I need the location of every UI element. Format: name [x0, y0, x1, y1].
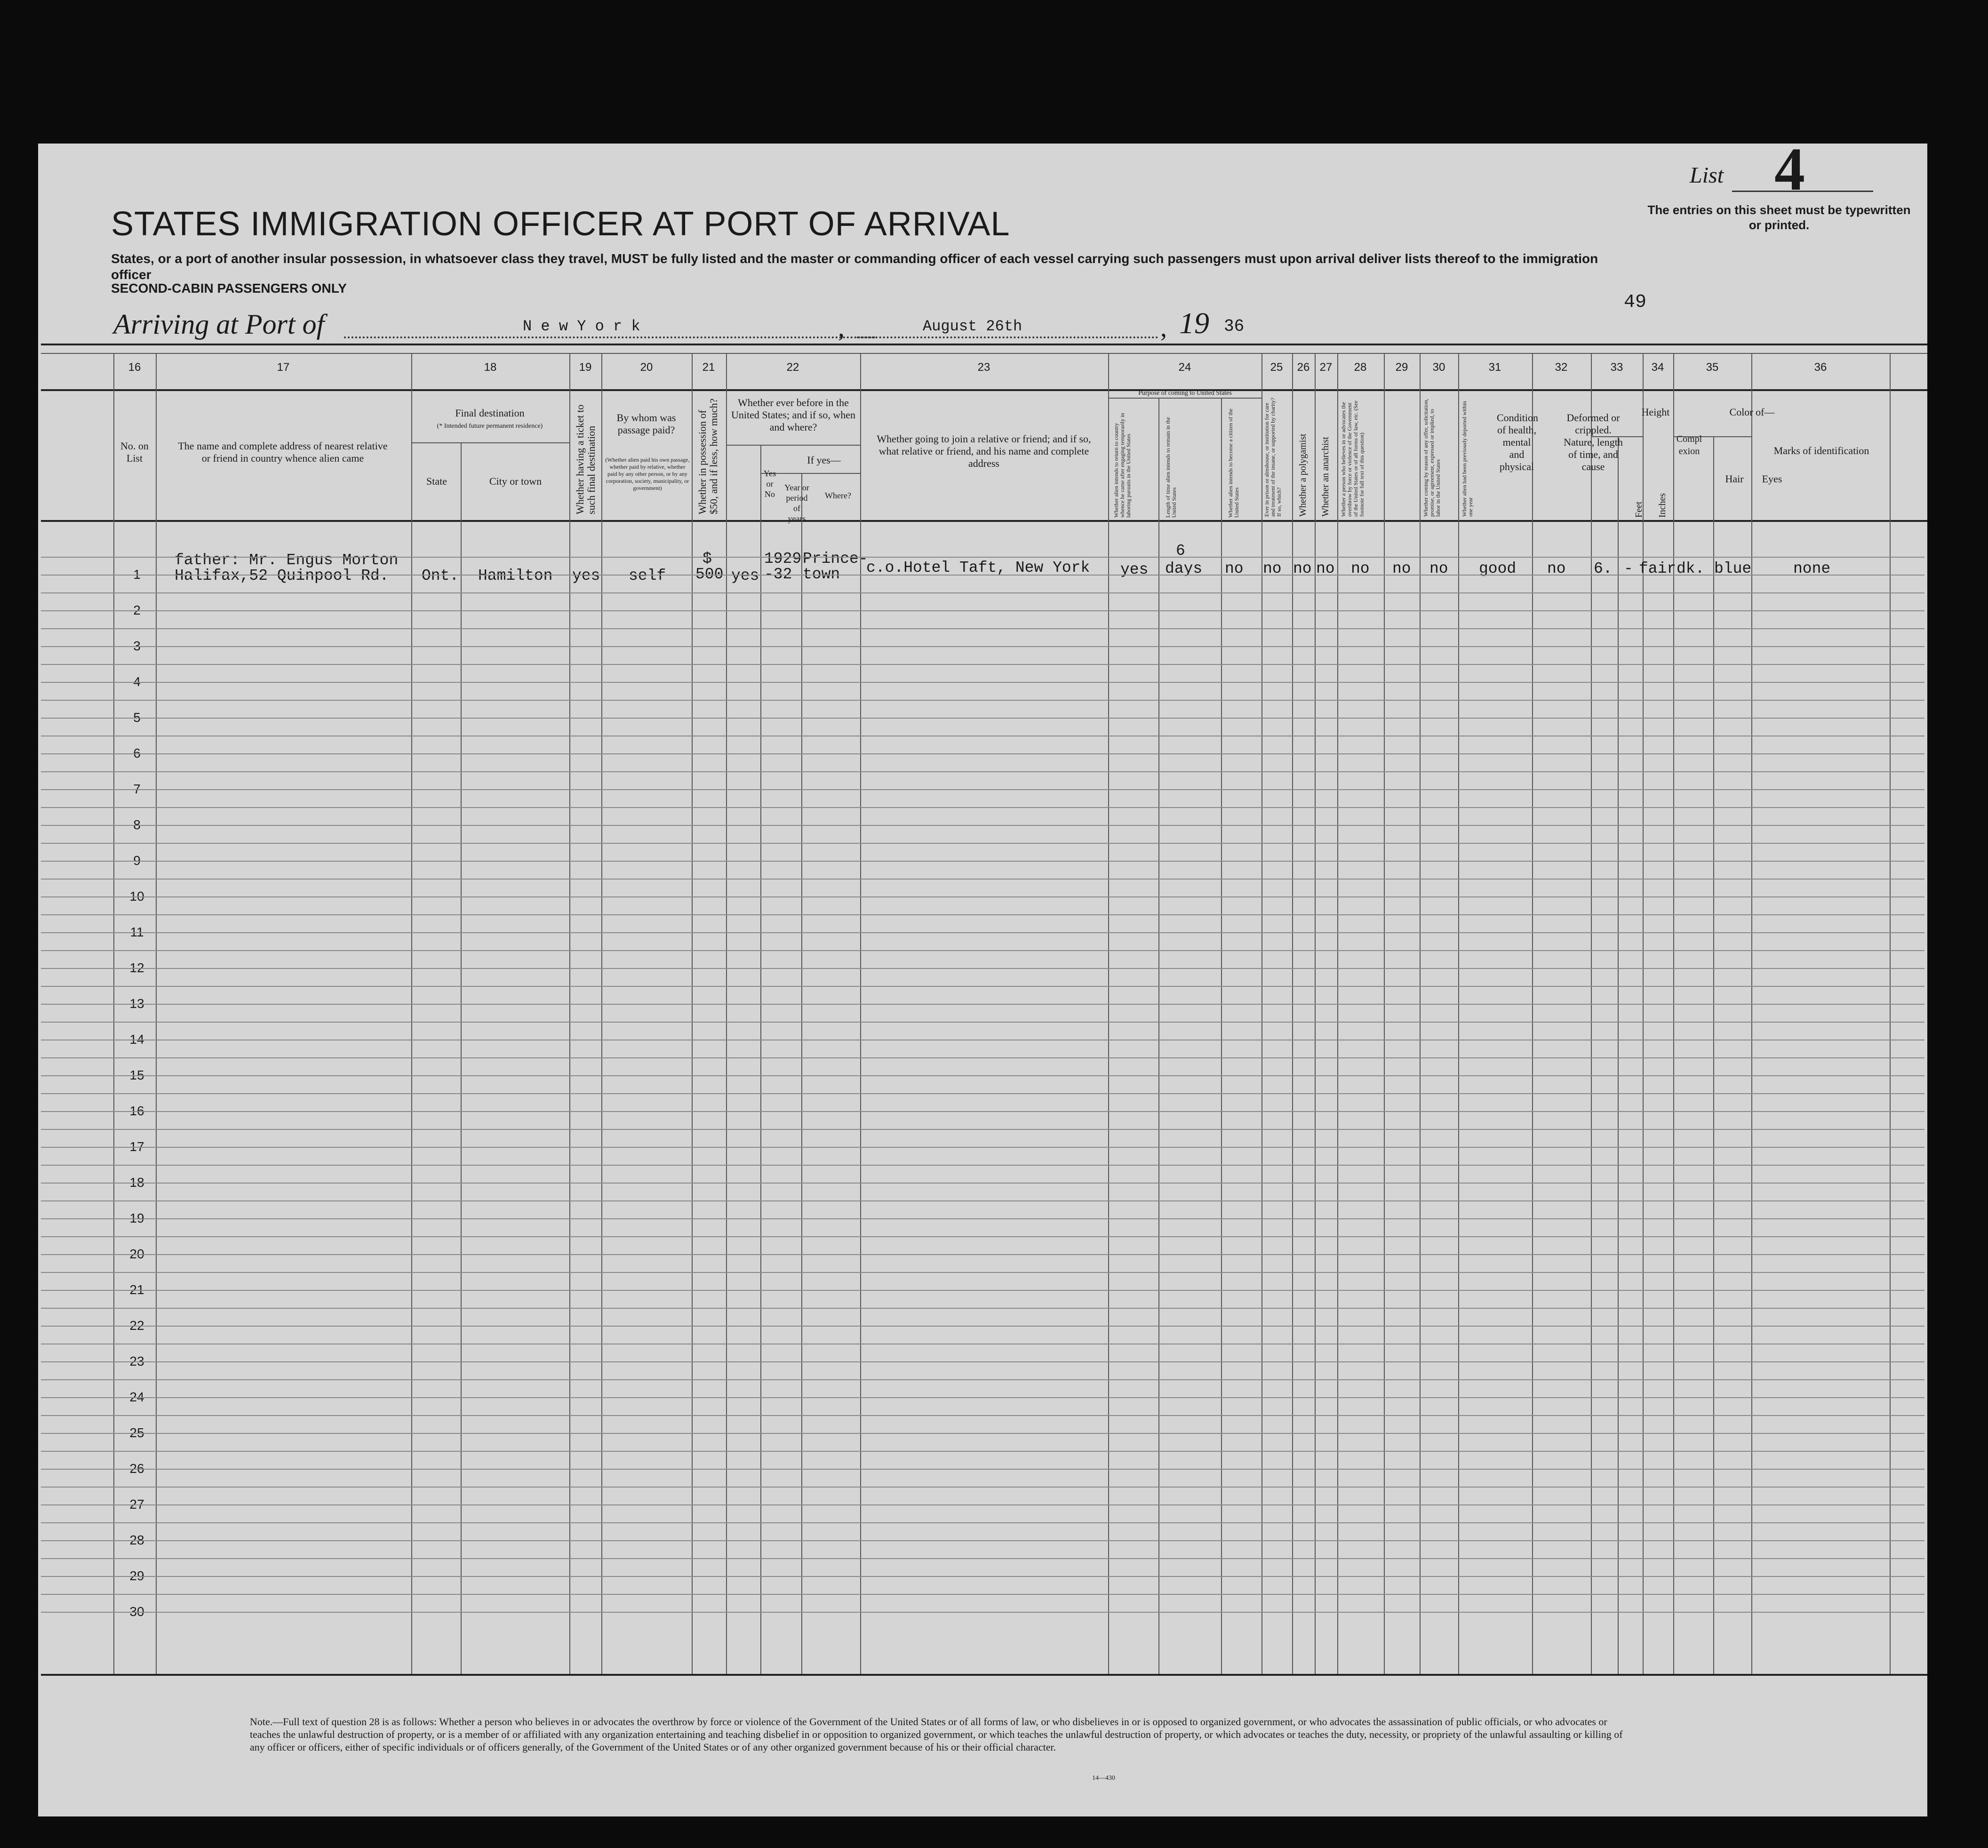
row-rule-line	[41, 575, 1924, 576]
arrival-year-prefix: 19	[1179, 306, 1209, 340]
header-marks-identification: Marks of identification	[1773, 445, 1869, 456]
column-divider	[1158, 398, 1159, 1674]
column-divider	[1292, 353, 1293, 1674]
header-deported: Whether alien had been previously deported within one year	[1461, 401, 1474, 517]
column-number: 34	[1651, 361, 1664, 374]
row-number: 28	[129, 1533, 144, 1547]
row-number: 24	[129, 1390, 144, 1404]
column-divider	[801, 473, 802, 1674]
row-rule-line	[41, 1594, 1924, 1595]
header-top-border	[41, 389, 1927, 391]
header-number-on-list: No. on List	[120, 440, 149, 464]
column-number: 30	[1432, 361, 1445, 374]
destination-state: Ont.	[422, 567, 459, 584]
row-rule-line	[41, 1451, 1924, 1452]
header-city-or-town: City or town	[489, 475, 542, 487]
table-bottom-border	[41, 1674, 1927, 1676]
column-number: 24	[1178, 361, 1191, 374]
row-number: 18	[129, 1175, 144, 1190]
subheader-line	[726, 445, 860, 446]
column-number: 28	[1354, 361, 1367, 374]
row-rule-line	[41, 986, 1924, 987]
header-height: Height	[1641, 406, 1670, 418]
row-rule-line	[41, 932, 1924, 933]
row-number: 21	[129, 1282, 144, 1297]
row-number: 7	[133, 782, 141, 796]
row-number: 6	[133, 746, 141, 760]
row-number: 4	[133, 674, 141, 689]
header-hair: Hair	[1725, 473, 1744, 485]
row-rule-line	[41, 1183, 1924, 1184]
ticket-value: yes	[572, 567, 600, 584]
form-code: 14—430	[1092, 1775, 1115, 1782]
header-labor-offer: Whether coming by reason of any offer, solicitation, promise, or agreement, expressed or implied, to labor in the United States	[1422, 399, 1441, 517]
polygamist-value: no	[1293, 560, 1312, 577]
anarchist-value: no	[1316, 560, 1335, 577]
column-divider	[411, 353, 412, 1674]
column-divider	[113, 353, 114, 1674]
row-rule-line	[41, 1022, 1924, 1023]
column-divider	[1591, 353, 1592, 1674]
sheet-number: 49	[1624, 292, 1647, 313]
row-number: 12	[129, 960, 144, 975]
row-rule-line	[41, 1254, 1924, 1255]
row-number: 8	[133, 817, 141, 832]
row-rule-line	[41, 1361, 1924, 1362]
column-number: 36	[1814, 361, 1827, 374]
column-divider	[1337, 353, 1338, 1674]
header-state: State	[426, 475, 447, 487]
column-divider	[1532, 353, 1533, 1674]
form-subtitle: States, or a port of another insular possession, in whatsoever class they travel, MUST be fully listed and the master or commanding officer of each vessel carrying such passengers must upon arrival deliver lists thereof to the immigration officer	[111, 251, 1598, 282]
money-symbol: $	[703, 550, 712, 568]
where-value: Prince-	[803, 550, 868, 568]
header-if-yes: If yes—	[807, 454, 841, 466]
row-number: 9	[133, 853, 141, 868]
column-divider	[1384, 353, 1385, 1674]
column-divider	[1261, 353, 1262, 1674]
row-rule-line	[41, 789, 1924, 790]
column-number: 31	[1488, 361, 1501, 374]
arrival-port: N e w Y o r k	[523, 318, 640, 335]
header-ever-in-us: Whether ever before in the United States; and if so, when and where?	[731, 397, 855, 433]
row-rule-line	[41, 592, 1924, 593]
column-divider	[726, 353, 727, 1674]
column-divider	[569, 353, 570, 1674]
row-rule-line	[41, 1290, 1924, 1291]
column-divider	[1458, 353, 1459, 1674]
row-rule-line	[41, 1218, 1924, 1219]
row-rule-line	[41, 1075, 1924, 1076]
list-number: 4	[1774, 144, 1805, 203]
column-number: 27	[1319, 361, 1333, 374]
row-rule-line	[41, 879, 1924, 880]
column-number: 33	[1610, 361, 1623, 374]
column-divider	[1751, 353, 1752, 1674]
header-become-citizen: Whether alien intends to become a citizen of the United States	[1227, 408, 1240, 518]
row-rule-line	[41, 1004, 1924, 1005]
height-feet-value: 6.	[1594, 560, 1613, 577]
column-divider	[1420, 353, 1421, 1674]
row-number: 22	[129, 1318, 144, 1333]
column-divider	[601, 353, 602, 1674]
row-rule-line	[41, 1540, 1924, 1541]
row-rule-line	[41, 771, 1924, 772]
column-divider	[1713, 436, 1714, 1674]
header-anarchist: Whether an anarchist	[1320, 437, 1331, 517]
table-top-border	[41, 344, 1927, 345]
arriving-label: Arriving at Port of	[113, 309, 325, 340]
deformed-value: no	[1547, 560, 1566, 577]
column-number: 35	[1706, 361, 1719, 374]
eye-color-value: blue	[1714, 560, 1752, 577]
header-intends-return: Whether alien intends to return to country whence he came after engaging temporarily in laboring pursuits in the United States	[1113, 413, 1132, 518]
arrival-year-suffix: 36	[1224, 317, 1245, 336]
row-rule-line	[41, 1469, 1924, 1470]
row-rule-line	[41, 1487, 1924, 1488]
row-rule-line	[41, 1236, 1924, 1237]
column-number: 26	[1297, 361, 1310, 374]
row-rule-line	[41, 861, 1924, 862]
row-number: 17	[129, 1139, 144, 1154]
destination-city: Hamilton	[478, 567, 553, 584]
complexion-value: fair	[1639, 560, 1677, 577]
row-rule-line	[41, 700, 1924, 701]
manifest-sheet	[38, 144, 1927, 1816]
row-rule-line	[41, 1433, 1924, 1434]
header-money: Whether in possession of $50, and if less, how much?	[696, 398, 719, 514]
row-number: 15	[129, 1068, 144, 1082]
subheader-line	[411, 442, 569, 443]
column-number: 25	[1270, 361, 1283, 374]
header-ticket: Whether having a ticket to such final destination	[574, 404, 597, 514]
labor-offer-value: no	[1392, 560, 1411, 577]
row-rule-line	[41, 646, 1924, 647]
row-rule-line	[41, 1504, 1924, 1505]
row-rule-line	[41, 1111, 1924, 1112]
header-health: Condition of health, mental and physical	[1497, 412, 1539, 472]
header-joining-relative: Whether going to join a relative or friend; and if so, what relative or friend, and his name and complete address	[877, 433, 1091, 469]
footnote: Note.—Full text of question 28 is as follows: Whether a person who believes in or advocates the overthrow by force or violence of the Government of the United States or of all forms of law, or who disbelieves in or is opposed to organized government, or who advocates the assassination of public officials, or who advocates or teaches the unlawful destruction of property, or is a member of or affiliated with any organization entertaining and teaching disbelief in or opposition to organized government, or which teaches the unlawful destruction of property, or which advocates or teaches the duty, necessity, or propriety of the unlawful assaulting or killing of any officer or officers, either of specific individuals or of officers generally, of the Government of the United States or of any other organized government because of his or their official character.	[250, 1716, 1623, 1753]
column-divider	[1221, 398, 1222, 1674]
length-of-stay-value: 6	[1176, 542, 1185, 560]
row-rule-line	[41, 1397, 1924, 1398]
become-citizen-value: no	[1225, 560, 1244, 577]
header-relative-address: The name and complete address of nearest relative or friend in country whence alien came	[178, 440, 388, 464]
ever-in-us-value: yes	[731, 567, 759, 584]
row-number: 10	[129, 889, 144, 904]
list-label: List	[1690, 163, 1724, 188]
column-divider	[1643, 353, 1644, 1674]
row-rule-line	[41, 968, 1924, 969]
column-number: 18	[484, 361, 497, 374]
row-rule-line	[41, 896, 1924, 897]
column-divider	[1673, 353, 1674, 1674]
row-number: 16	[129, 1104, 144, 1118]
row-number: 30	[129, 1604, 144, 1619]
row-number: 23	[129, 1354, 144, 1368]
relative-name: father: Mr. Engus Morton	[175, 552, 399, 569]
row-rule-line	[41, 1272, 1924, 1273]
row-rule-line	[41, 825, 1924, 826]
row-rule-line	[41, 1200, 1924, 1201]
row-rule-line	[41, 682, 1924, 683]
row-number: 13	[129, 996, 144, 1011]
column-divider	[1890, 353, 1891, 1674]
column-divider	[1315, 353, 1316, 1674]
header-complexion: Complexion	[1676, 434, 1702, 456]
row-number: 2	[133, 603, 141, 617]
column-number: 20	[640, 361, 653, 374]
row-rule-line	[41, 1576, 1924, 1577]
row-rule-line	[41, 1057, 1924, 1058]
row-number: 25	[129, 1425, 144, 1440]
hair-color-value: dk.	[1677, 560, 1705, 577]
row-rule-line	[41, 628, 1924, 629]
row-rule-line	[41, 950, 1924, 951]
column-number-row-border	[41, 353, 1927, 354]
column-divider	[156, 353, 157, 1674]
row-rule-line	[41, 1522, 1924, 1523]
row-number: 14	[129, 1032, 144, 1047]
height-inches-value: -	[1624, 560, 1633, 577]
header-final-destination-note: (* Intended future permanent residence)	[437, 423, 543, 430]
column-divider	[1618, 436, 1619, 1674]
header-eyes: Eyes	[1762, 473, 1782, 485]
row-rule-line	[41, 753, 1924, 754]
header-where: Where?	[825, 491, 851, 500]
row-rule-line	[41, 1612, 1924, 1613]
row-rule-line	[41, 610, 1924, 611]
health-value: good	[1479, 560, 1517, 577]
header-yes-or-no: Yes or No	[763, 469, 776, 499]
column-divider	[692, 353, 693, 1674]
money-amount: 500	[695, 566, 724, 583]
list-note: The entries on this sheet must be typewritten or printed.	[1647, 203, 1911, 232]
cabin-class: SECOND-CABIN PASSENGERS ONLY	[111, 281, 347, 296]
row-rule-line	[41, 1129, 1924, 1130]
header-length-of-stay: Length of time alien intends to remain in the United States	[1165, 417, 1177, 518]
header-polygamist: Whether a polygamist	[1298, 433, 1308, 517]
row-rule-line	[41, 914, 1924, 915]
row-number: 3	[133, 639, 141, 653]
date-dotted-line	[857, 336, 1158, 338]
column-number: 32	[1555, 361, 1568, 374]
deported-value: no	[1429, 560, 1448, 577]
header-year-period: Year or period of years	[784, 483, 809, 523]
header-passage-paid-note: (Whether alien paid his own passage, whether paid by relative, whether paid by any other person, or by any corporation, society, municipality, or government)	[605, 456, 690, 491]
header-color-of: Color of—	[1729, 406, 1775, 418]
years-value-continued: -32	[764, 566, 792, 583]
arrival-date: August 26th	[923, 318, 1022, 335]
row-rule-line	[41, 718, 1924, 719]
row-rule-line	[41, 1326, 1924, 1327]
passage-paid-value: self	[629, 567, 666, 584]
row-number: 20	[129, 1247, 144, 1261]
return-country-value: yes	[1120, 561, 1149, 578]
row-number: 27	[129, 1497, 144, 1512]
header-prison-almshouse: Ever in prison or almshouse, or institution for care and treatment of the insane, or supported by charity? If so, which?	[1263, 398, 1282, 517]
row-rule-line	[41, 1415, 1924, 1416]
column-number: 19	[579, 361, 592, 374]
header-deformed: Deformed or crippled. Nature, length of time, and cause	[1564, 412, 1623, 472]
column-divider	[1108, 353, 1109, 1674]
comma-separator: ,	[838, 313, 845, 343]
row-rule-line	[41, 664, 1924, 665]
row-rule-line	[41, 807, 1924, 808]
column-number: 16	[128, 361, 141, 374]
port-dotted-line	[344, 336, 876, 338]
row-rule-line	[41, 557, 1924, 558]
length-of-stay-unit: days	[1165, 560, 1203, 577]
row-number: 1	[133, 567, 141, 582]
row-rule-line	[41, 1308, 1924, 1309]
question-28-value: no	[1351, 560, 1370, 577]
where-value-continued: town	[803, 566, 840, 583]
joining-value: c.o.Hotel Taft, New York	[866, 559, 1090, 576]
header-purpose: Purpose of coming to United States	[1138, 390, 1232, 397]
header-passage-paid: By whom was passage paid?	[616, 412, 676, 436]
row-number: 26	[129, 1461, 144, 1476]
column-number: 22	[786, 361, 799, 374]
row-number: 11	[130, 925, 144, 939]
row-number: 29	[129, 1568, 144, 1583]
column-number: 29	[1395, 361, 1408, 374]
header-feet: Feet	[1634, 501, 1644, 518]
column-number: 21	[702, 361, 715, 374]
row-rule-line	[41, 1558, 1924, 1559]
subheader-line	[1108, 398, 1261, 399]
row-rule-line	[41, 843, 1924, 844]
comma-separator: ,	[1160, 313, 1167, 343]
header-bottom-border	[41, 520, 1927, 522]
row-rule-line	[41, 1165, 1924, 1166]
prison-value: no	[1263, 560, 1282, 577]
header-question-28: Whether a person who believes in or advocates the overthrow by force or violence of the Government of the United States or of all forms of law, etc. (See footnote for full text of this question)	[1340, 400, 1365, 517]
row-rule-line	[41, 1093, 1924, 1094]
identification-marks-value: none	[1793, 560, 1831, 577]
row-number: 19	[129, 1211, 144, 1225]
row-rule-line	[41, 1379, 1924, 1380]
column-number: 23	[977, 361, 990, 374]
header-inches: Inches	[1657, 493, 1668, 518]
years-value: 1929	[764, 550, 802, 568]
header-final-destination: Final destination	[455, 407, 525, 419]
row-rule-line	[41, 1147, 1924, 1148]
relative-address: Halifax,52 Quinpool Rd.	[175, 567, 389, 584]
row-number: 5	[133, 710, 141, 725]
form-title: STATES IMMIGRATION OFFICER AT PORT OF ARRIVAL	[111, 205, 1010, 243]
list-underline	[1732, 191, 1873, 192]
column-number: 17	[277, 361, 290, 374]
